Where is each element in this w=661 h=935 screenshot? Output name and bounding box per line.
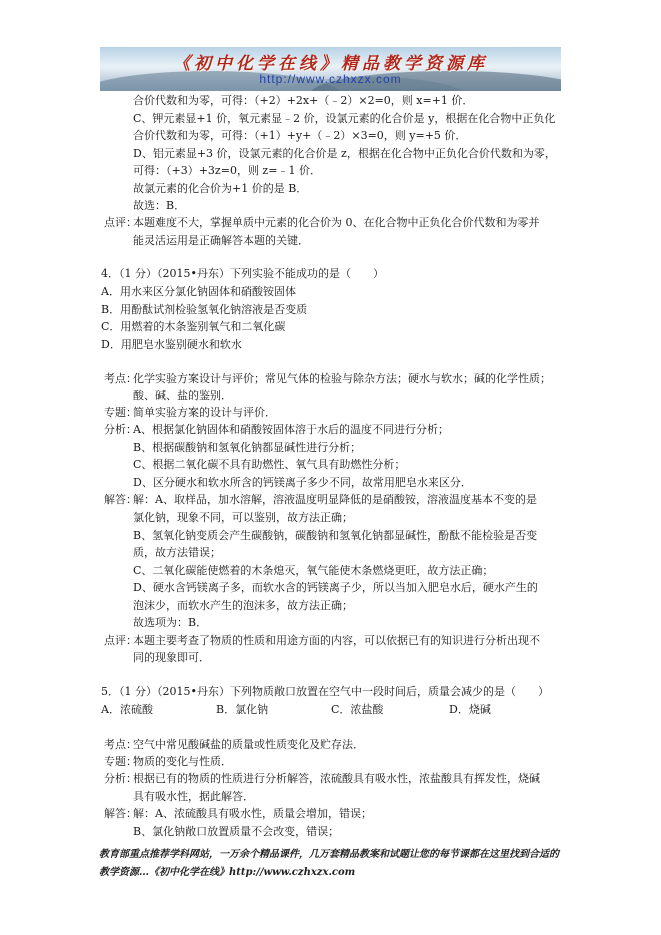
q3-solution-line: 合价代数和为零，可得：（+1）+y+（﹣2）×3=0，则 y=+5 价． [133, 129, 467, 142]
q5-jieda-line: B、氯化钠敞口放置质量不会改变，错误； [133, 825, 340, 838]
q4-fenxi-label: 分析： [104, 423, 137, 436]
q4-option-c: C．用燃着的木条鉴别氧气和二氧化碳 [101, 320, 286, 333]
q4-kaodian-line: 酸、碱、盐的鉴别． [133, 389, 232, 402]
q4-jieda-line: D、硬水含钙镁离子多，而软水含的钙镁离子少，所以当加入肥皂水后，硬水产生的 [133, 581, 538, 594]
q4-fenxi-line: D、区分硬水和软水所含的钙镁离子多少不同，故常用肥皂水来区分． [133, 476, 472, 489]
q4-option-a: A．用水来区分氯化钠固体和硝酸铵固体 [101, 285, 296, 298]
q4-kaodian-line: 化学实验方案设计与评价；常见气体的检验与除杂方法；硬水与软水；碱的化学性质； [133, 372, 551, 385]
header-banner [100, 47, 561, 91]
q4-stem: 4．（1 分）（2015•丹东）下列实验不能成功的是（ ） [101, 267, 384, 280]
q4-jieda-line: B、氢氧化钠变质会产生碳酸钠，碳酸钠和氢氧化钠都显碱性，酚酞不能检验是否变 [133, 529, 538, 542]
banner-url[interactable]: http://www.czhxzx.com [259, 72, 402, 86]
q4-dianping-line: 同的现象即可． [133, 651, 210, 664]
q4-zhuanti: 简单实验方案的设计与评价． [133, 406, 276, 419]
q3-solution-line: C、钾元素显+1 价，氧元素显﹣2 价，设氯元素的化合价是 y，根据在化合物中正负化 [133, 112, 556, 125]
q4-jieda-line: 质，故方法错误； [133, 546, 221, 559]
q5-jieda-label: 解答： [104, 807, 137, 820]
q5-option-a: A．浓硫酸 [101, 703, 153, 716]
q5-jieda-line: 解：A、浓硫酸具有吸水性，质量会增加，错误； [133, 807, 372, 820]
q3-comment-line: 能灵活运用是正确解答本题的关键． [133, 234, 309, 247]
q5-kaodian-label: 考点： [104, 738, 137, 751]
q4-fenxi-line: A、根据氯化钠固体和硝酸铵固体溶于水后的温度不同进行分析； [133, 423, 449, 436]
footer-line: 教学资源…《初中化学在线》http://www.czhxzx.com [99, 867, 356, 878]
q5-kaodian: 空气中常见酸碱盐的质量或性质变化及贮存法． [133, 738, 364, 751]
q4-dianping-line: 本题主要考查了物质的性质和用途方面的内容，可以依据已有的知识进行分析出现不 [133, 634, 540, 647]
q4-jieda-label: 解答： [104, 493, 137, 506]
q5-fenxi-label: 分析： [104, 772, 137, 785]
q5-fenxi-line: 具有吸水性，据此解答． [133, 790, 254, 803]
q4-dianping-label: 点评： [104, 634, 137, 647]
q5-option-c: C．浓盐酸 [331, 703, 384, 716]
q5-fenxi-line: 根据已有的物质的性质进行分析解答，浓硫酸具有吸水性，浓盐酸具有挥发性，烧碱 [133, 772, 540, 785]
footer-line: 教育部重点推荐学科网站，一万余个精品课件，几万套精品教案和试题让您的每节课都在这里找到合适的 [99, 849, 559, 860]
q4-option-d: D．用肥皂水鉴别硬水和软水 [101, 338, 242, 351]
q3-comment-line: 本题难度不大，掌握单质中元素的化合价为 0、在化合物中正负化合价代数和为零并 [133, 216, 540, 229]
q4-jieda-line: C、二氧化碳能使燃着的木条熄灭，氧气能使木条燃烧更旺，故方法正确； [133, 564, 494, 577]
q4-kaodian-label: 考点： [104, 372, 137, 385]
q3-answer: 故选：B． [133, 199, 186, 212]
q3-solution-line: 可得：（+3）+3z=0，则 z=﹣1 价． [133, 164, 321, 177]
q4-option-b: B．用酚酞试剂检验氢氧化钠溶液是否变质 [101, 303, 308, 316]
q3-solution-line: D、铝元素显+3 价，设氯元素的化合价是 z，根据在化合物中正负化合价代数和为零， [133, 147, 556, 160]
q4-fenxi-line: C、根据二氧化碳不具有助燃性、氧气具有助燃性分析； [133, 458, 406, 471]
q3-comment-label: 点评： [104, 216, 137, 229]
banner-title: 《初中化学在线》精品教学资源库 [173, 54, 488, 74]
q4-jieda-line: 氯化钠，现象不同，可以鉴别，故方法正确； [133, 511, 353, 524]
q4-answer: 故选项为：B． [133, 616, 208, 629]
q4-zhuanti-label: 专题： [104, 406, 137, 419]
q5-option-d: D．烧碱 [449, 703, 491, 716]
q3-solution-line: 故氯元素的化合价为+1 价的是 B． [133, 182, 308, 195]
q4-jieda-line: 泡沫少，而软水产生的泡沫多，故方法正确； [133, 599, 353, 612]
q5-zhuanti-label: 专题： [104, 755, 137, 768]
q4-fenxi-line: B、根据碳酸钠和氢氧化钠都显碱性进行分析； [133, 441, 362, 454]
q3-solution-line: 合价代数和为零，可得：（+2）+2x+（﹣2）×2=0，则 x=+1 价． [133, 94, 474, 107]
q5-option-b: B．氯化钠 [216, 703, 269, 716]
q4-jieda-line: 解：A、取样品，加水溶解，溶液温度明显降低的是硝酸铵，溶液温度基本不变的是 [133, 493, 537, 506]
q5-zhuanti: 物质的变化与性质． [133, 755, 232, 768]
q5-stem: 5．（1 分）（2015•丹东）下列物质敞口放置在空气中一段时间后，质量会减少的是（ ） [101, 685, 549, 698]
